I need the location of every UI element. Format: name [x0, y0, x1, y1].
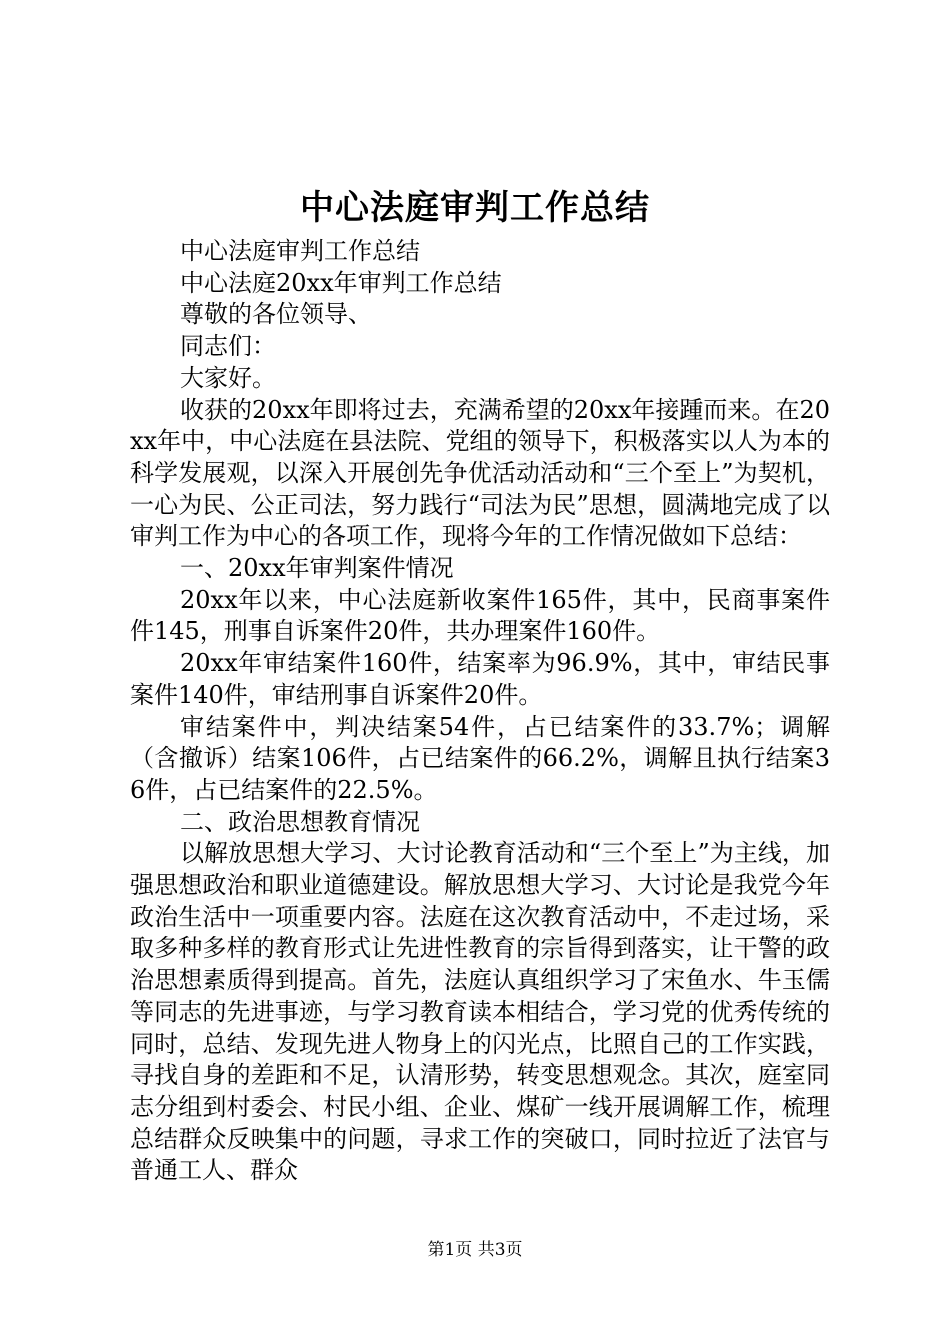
- paragraph: 尊敬的各位领导、: [180, 300, 372, 329]
- paragraph: 大家好。: [180, 363, 276, 392]
- paragraph: 审结案件中，判决结案54件，占已结案件的33.7%；调解（含撤诉）结案106件，占已结案件的66.2%，调解且执行结案36件，占已结案件的22.5%。: [130, 712, 830, 804]
- paragraph: 以解放思想大学习、大讨论教育活动和“三个至上”为主线，加强思想政治和职业道德建设。解放思想大学习、大讨论是我党今年政治生活中一项重要内容。法庭在这次教育活动中，不走过场，采取多种多样的教育形式让先进性教育的宗旨得到落实，让干警的政治思想素质得到提高。首先，法庭认真组织学习了宋鱼水、牛玉儒等同志的先进事迹，与学习教育读本相结合，学习党的优秀传统的同时，总结、发现先进人物身上的闪光点，比照自己的工作实践，寻找自身的差距和不足，认清形势，转变思想观念。其次，庭室同志分组到村委会、村民小组、企业、煤矿一线开展调解工作，梳理总结群众反映集中的问题，寻求工作的突破口，同时拉近了法官与普通工人、群众: [130, 839, 830, 1185]
- page-number-footer: 第1页 共3页: [427, 1240, 523, 1260]
- paragraph: 20xx年审结案件160件，结案率为96.9%，其中，审结民事案件140件，审结刑事自诉案件20件。: [130, 649, 830, 709]
- paragraph: 同志们：: [180, 332, 276, 361]
- section-heading: 一、20xx年审判案件情况: [180, 554, 454, 583]
- section-heading: 二、政治思想教育情况: [180, 807, 420, 836]
- document-body: [130, 236, 830, 1187]
- paragraph: 中心法庭20xx年审判工作总结: [180, 268, 502, 297]
- paragraph: 20xx年以来，中心法庭新收案件165件，其中，民商事案件件145，刑事自诉案件20件，共办理案件160件。: [130, 585, 830, 646]
- paragraph: 收获的20xx年即将过去，充满希望的20xx年接踵而来。在20xx年中，中心法庭在县法院、党组的领导下，积极落实以人为本的科学发展观，以深入开展创先争优活动活动和“三个至上”为契机，一心为民、公正司法，努力践行“司法为民”思想，圆满地完成了以审判工作为中心的各项工作，现将今年的工作情况做如下总结：: [130, 395, 830, 551]
- paragraph: 中心法庭审判工作总结: [180, 237, 420, 265]
- document-title: 中心法庭审判工作总结: [300, 188, 650, 228]
